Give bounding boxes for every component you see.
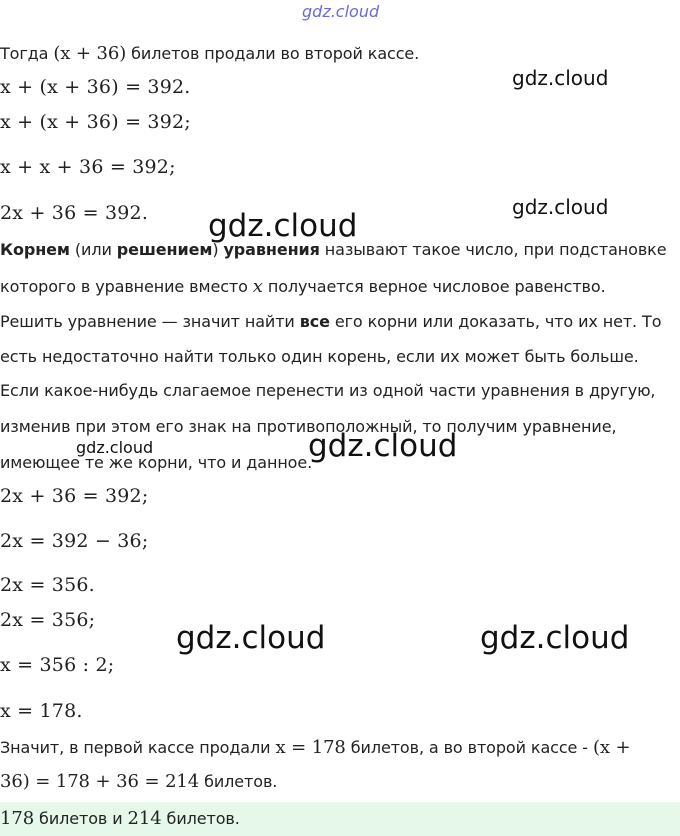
text-line [0,43,419,64]
text: Решить уравнение — значит найти [0,312,300,331]
text: его корни или доказать, что их нет. То [329,312,662,331]
rule-line: Если какое-нибудь слагаемое перенести из одной части уравнения в другую, [0,381,656,400]
text: получается верное числовое равенство. [262,277,606,296]
conclusion-line [0,771,277,792]
rule-line: есть недостаточно найти только один корень, если их может быть больше. [0,347,639,366]
watermark: gdz.cloud [480,620,630,656]
equation: x = 356 : 2; [0,654,115,676]
equation: x = 178. [0,700,83,722]
text: билетов продали во второй кассе. [126,44,420,63]
equation: 2x = 392 − 36; [0,530,149,552]
equation: 2x = 356; [0,609,96,631]
answer-number: 178 [0,808,35,829]
rule-line: изменив при этом его знак на противоположный, то получим уравнение, [0,417,617,436]
term: решением [116,240,213,259]
conclusion-line [0,737,631,758]
text: которого в уравнение вместо [0,277,253,296]
emphasis: все [299,312,330,331]
text: билетов и [34,809,128,828]
watermark: gdz.cloud [512,195,609,219]
math-variable: x [252,276,263,297]
math-expression: (x + 36) [53,43,127,64]
text: билетов, а во второй кассе - [345,738,593,757]
definition-line [0,276,606,297]
equation: 2x = 356. [0,574,95,596]
watermark: gdz.cloud [308,428,458,464]
text: билетов. [161,809,240,828]
term: уравнения [223,240,320,259]
math-expression: 36) = 178 + 36 = 214 [0,771,200,792]
equation: x + (x + 36) = 392. [0,76,191,98]
math-expression: (x + [592,737,631,758]
watermark: gdz.cloud [76,438,154,457]
text: Тогда [0,44,54,63]
definition-line [0,240,666,259]
text: ) [212,240,224,259]
equation: x + x + 36 = 392; [0,156,176,178]
term: Корнем [0,240,70,259]
math-expression: x = 178 [275,737,346,758]
equation: 2x + 36 = 392; [0,485,149,507]
watermark: gdz.cloud [512,66,609,90]
answer-number: 214 [127,808,162,829]
watermark: gdz.cloud [176,620,326,656]
text: Значит, в первой кассе продали [0,738,276,757]
rule-line [0,312,661,331]
text: (или [69,240,117,259]
answer-line [0,808,240,829]
rule-line: имеющее те же корни, что и данное. [0,453,313,472]
text: билетов. [199,772,278,791]
equation: 2x + 36 = 392. [0,202,149,224]
text: называют такое число, при подстановке [319,240,667,259]
equation: x + (x + 36) = 392; [0,111,191,133]
watermark-top: gdz.cloud [302,2,380,21]
watermark: gdz.cloud [208,208,358,244]
